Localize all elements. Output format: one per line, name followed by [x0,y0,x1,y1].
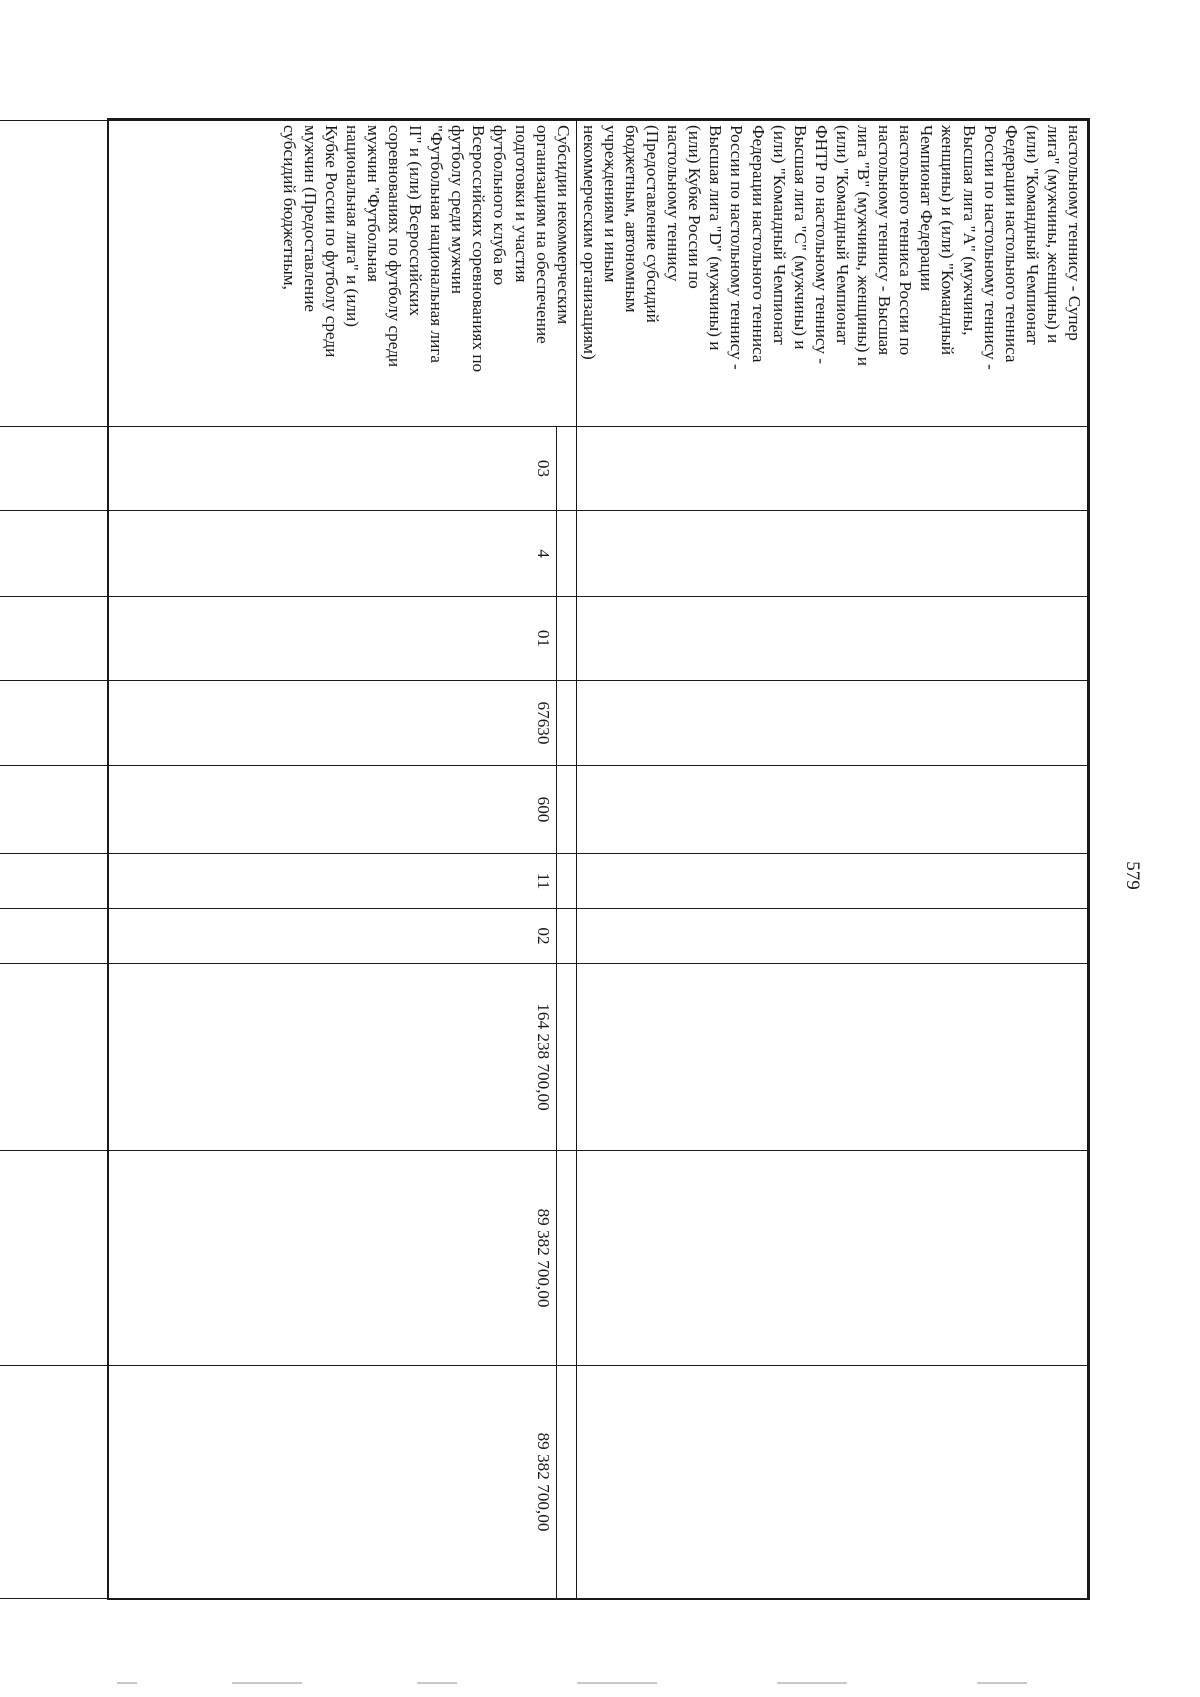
code-cell [576,597,1087,681]
code-cell [576,681,1087,766]
scan-mark [777,1682,847,1684]
amount-cell [556,1366,576,1599]
code-cell: 600 [0,766,556,854]
amount-cell [556,964,576,1151]
scan-mark [232,1682,302,1684]
code-cell [576,427,1087,511]
code-cell [556,766,576,854]
scan-mark [577,1682,657,1684]
amount-cell [576,1366,1087,1599]
code-cell: 03 [0,427,556,511]
amount-cell [576,964,1087,1151]
code-cell [556,681,576,766]
scan-mark [977,1682,1027,1684]
amount-cell [576,1151,1087,1366]
scan-mark [417,1682,457,1684]
code-cell [556,427,576,511]
code-cell [556,854,576,909]
page-number: 579 [1121,861,1143,890]
amount-cell: 164 238 700,00 [0,964,556,1151]
scan-artifacts [107,1682,1090,1686]
code-cell [556,909,576,964]
amount-cell [556,1151,576,1366]
code-cell [556,597,576,681]
code-cell: 4 [0,511,556,597]
row-description: Субсидии некоммерческим организациям на обеспечение подготовки и участия футбольного клуба во Всероссийских соревнованиях по футболу среди мужчин "Футбольная национальная лига II" и (или) Всероссийских соревнованиях по футболу среди мужчин "Футбольная национальная лига" и (или) Кубке России по футболу среди мужчин (Предоставление субсидий бюджетным, [0,121,576,427]
table-row [556,121,576,1599]
scan-mark [117,1682,137,1684]
code-cell: 11 [0,854,556,909]
code-cell [576,854,1087,909]
code-cell [556,511,576,597]
code-cell [576,511,1087,597]
code-cell: 67630 [0,681,556,766]
code-cell: 02 [0,909,556,964]
code-cell [576,766,1087,854]
code-cell [576,909,1087,964]
amount-cell: 89 382 700,00 [0,1151,556,1366]
row-description: настольному теннису - Супер лига" (мужчины, женщины) и (или) "Командный Чемпионат Федерации настольного тенниса России по настольному теннису - Высшая лига "А" (мужчины, женщины) и (или) "Командный Чемпионат Федерации настольного тенниса России по настольному теннису - Высшая лига "В" (мужчины, женщины) и (или) "Командный Чемпионат ФНТР по настольному теннису - Высшая лига "С" (мужчины) и (или) "Командный Чемпионат Федерации настольного тенниса России по настольному теннису - Высшая лига "D" (мужчины) и (или) Кубке России по настольному теннису (Предоставление субсидий бюджетным, автономным учреждениям и иным некоммерческим организациям) [576,121,1087,427]
code-cell: 01 [0,597,556,681]
budget-table [0,120,1088,1599]
table-row [576,121,1087,1599]
amount-cell: 89 382 700,00 [0,1366,556,1599]
budget-table-frame [107,118,1090,1600]
